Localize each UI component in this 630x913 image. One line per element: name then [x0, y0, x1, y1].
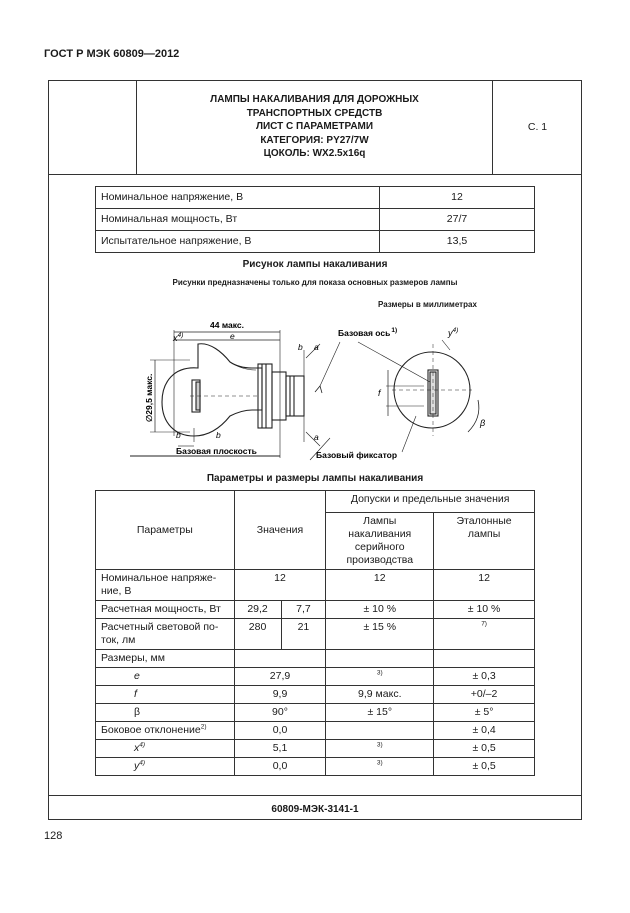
title-line-4: КАТЕГОРИЯ: PY27/7W: [260, 134, 369, 146]
row-value: 27/7: [380, 209, 535, 231]
table-row: [96, 722, 535, 740]
cell-reference: [434, 619, 535, 650]
cell-label: [96, 722, 235, 740]
cell-value: 5,1: [234, 740, 326, 758]
footnote-ref: 3): [376, 741, 383, 749]
cell-serial: ± 15 %: [326, 619, 434, 650]
cell-serial: [326, 758, 434, 776]
cell-label: f: [96, 686, 235, 704]
header-left-cell: [48, 80, 137, 174]
cell-label: e: [96, 668, 235, 686]
figure-title: Рисунок лампы накаливания: [242, 259, 388, 270]
header-divider: [48, 174, 582, 175]
cell-label: β: [96, 704, 235, 722]
fig-label-e: e: [230, 331, 235, 341]
cell-value: 27,9: [234, 668, 326, 686]
base-collar: [258, 364, 272, 428]
table-row: [96, 686, 535, 704]
cell-value: 0,0: [234, 758, 326, 776]
fig-label-44max: 44 макс.: [210, 320, 244, 330]
cell-label: Размеры, мм: [96, 650, 235, 668]
cell-label: Расчетный световой по-ток, лм: [96, 619, 235, 650]
cell-empty: [434, 650, 535, 668]
fig-label-a2: a: [314, 432, 319, 442]
cell-value-2: 7,7: [281, 601, 326, 619]
fig-label-b2: b: [176, 430, 181, 440]
table-row: [96, 704, 535, 722]
cell-value: 9,9: [234, 686, 326, 704]
base-body: [272, 372, 286, 420]
title-line-5: ЦОКОЛЬ: WX2.5x16q: [263, 148, 366, 160]
page-number: 128: [44, 830, 63, 842]
cell-value-2: 21: [281, 619, 326, 650]
cell-reference: ± 0,4: [434, 722, 535, 740]
title-line-2: ТРАНСПОРТНЫХ СРЕДСТВ: [246, 107, 383, 119]
cell-reference: ± 5°: [434, 704, 535, 722]
footnote-ref: 4): [139, 741, 146, 749]
basic-parameters-table: [95, 186, 535, 253]
cell-value: 0,0: [234, 722, 326, 740]
bulb-neck: [230, 362, 256, 370]
footnote-ref: 7): [481, 620, 487, 628]
cell-reference: ± 0,5: [434, 740, 535, 758]
cell-empty: [326, 722, 434, 740]
lamp-drawing: [130, 310, 500, 468]
cell-serial: [326, 668, 434, 686]
bulb-outline: [162, 344, 262, 436]
cell-reference: +0/–2: [434, 686, 535, 704]
sheet-code: 60809-МЭК-3141-1: [271, 803, 359, 815]
label-text: Боковое отклонение: [101, 724, 201, 736]
fig-label-b1: b: [298, 342, 303, 352]
header-title: [137, 80, 493, 174]
table-row: [96, 619, 535, 650]
cell-label: Расчетная мощность, Вт: [96, 601, 235, 619]
header-values: Значения: [234, 491, 326, 570]
cell-empty: [234, 650, 326, 668]
fig-label-y: $y^{4)}$: [448, 327, 459, 338]
cell-reference: 12: [434, 570, 535, 601]
table-row: [96, 668, 535, 686]
table-row: [96, 187, 535, 209]
cell-label: [96, 740, 235, 758]
cell-reference: ± 0,5: [434, 758, 535, 776]
fig-label-beta: β: [480, 418, 486, 428]
header-param: Параметры: [96, 491, 235, 570]
header-serial: Лампы накаливания серийного производства: [326, 513, 434, 570]
cell-reference: ± 0,3: [434, 668, 535, 686]
figure-note: Рисунки предназначены только для показа основных размеров лампы: [172, 278, 458, 287]
table-row: [96, 231, 535, 253]
cell-serial: 9,9 макс.: [326, 686, 434, 704]
figure-units: Размеры в миллиметрах: [378, 300, 477, 309]
parameters-table: [95, 490, 535, 776]
row-label: Испытательное напряжение, В: [96, 231, 380, 253]
table-row: [96, 650, 535, 668]
document-code: ГОСТ Р МЭК 60809—2012: [44, 48, 180, 60]
cell-value-1: 280: [234, 619, 281, 650]
cell-value: 90°: [234, 704, 326, 722]
table-row: [96, 491, 535, 513]
label-text: x: [134, 742, 140, 754]
base-tip: [286, 376, 304, 416]
fig-label-base-axis: Базовая ось$^{1)}$: [338, 327, 398, 338]
footer-divider: [48, 795, 582, 796]
row-value: 13,5: [380, 231, 535, 253]
cell-serial: 12: [326, 570, 434, 601]
cell-reference: ± 10 %: [434, 601, 535, 619]
title-line-3: ЛИСТ С ПАРАМЕТРАМИ: [255, 121, 374, 133]
cell-value-1: 29,2: [234, 601, 281, 619]
label-text: y: [134, 760, 140, 772]
title-line-1: ЛАМПЫ НАКАЛИВАНИЯ ДЛЯ ДОРОЖНЫХ: [210, 94, 419, 106]
row-label: Номинальное напряжение, В: [96, 187, 380, 209]
cell-label: Номинальное напряже-ние, В: [96, 570, 235, 601]
table-row: [96, 758, 535, 776]
cell-serial: ± 15°: [326, 704, 434, 722]
header-reference: Эталонные лампы: [434, 513, 535, 570]
fig-label-f: f: [378, 388, 381, 398]
cell-label: [96, 758, 235, 776]
fig-label-base-lock: Базовый фиксатор: [316, 450, 398, 460]
fig-label-x: $x^{4)}$: [173, 332, 184, 343]
row-value: 12: [380, 187, 535, 209]
footnote-ref: 3): [376, 669, 383, 677]
header-tolerances: Допуски и предельные значения: [326, 491, 535, 513]
sheet-number: С. 1: [527, 121, 548, 133]
table-row: [96, 209, 535, 231]
fig-label-diameter: ∅29,5 макс.: [144, 373, 154, 422]
fig-label-b3: b: [216, 430, 221, 440]
table-row: [96, 601, 535, 619]
fig-label-base-plane: Базовая плоскость: [176, 446, 257, 456]
fig-label-a1: a: [314, 342, 319, 352]
footnote-ref: 4): [139, 759, 146, 767]
cell-empty: [326, 650, 434, 668]
row-label: Номинальная мощность, Вт: [96, 209, 380, 231]
footnote-ref: 2): [200, 723, 207, 731]
cell-serial: [326, 740, 434, 758]
cell-value: 12: [234, 570, 326, 601]
cell-serial: ± 10 %: [326, 601, 434, 619]
params-table-title: Параметры и размеры лампы накаливания: [206, 473, 424, 484]
table-row: [96, 740, 535, 758]
table-row: [96, 570, 535, 601]
footnote-ref: 3): [376, 759, 383, 767]
